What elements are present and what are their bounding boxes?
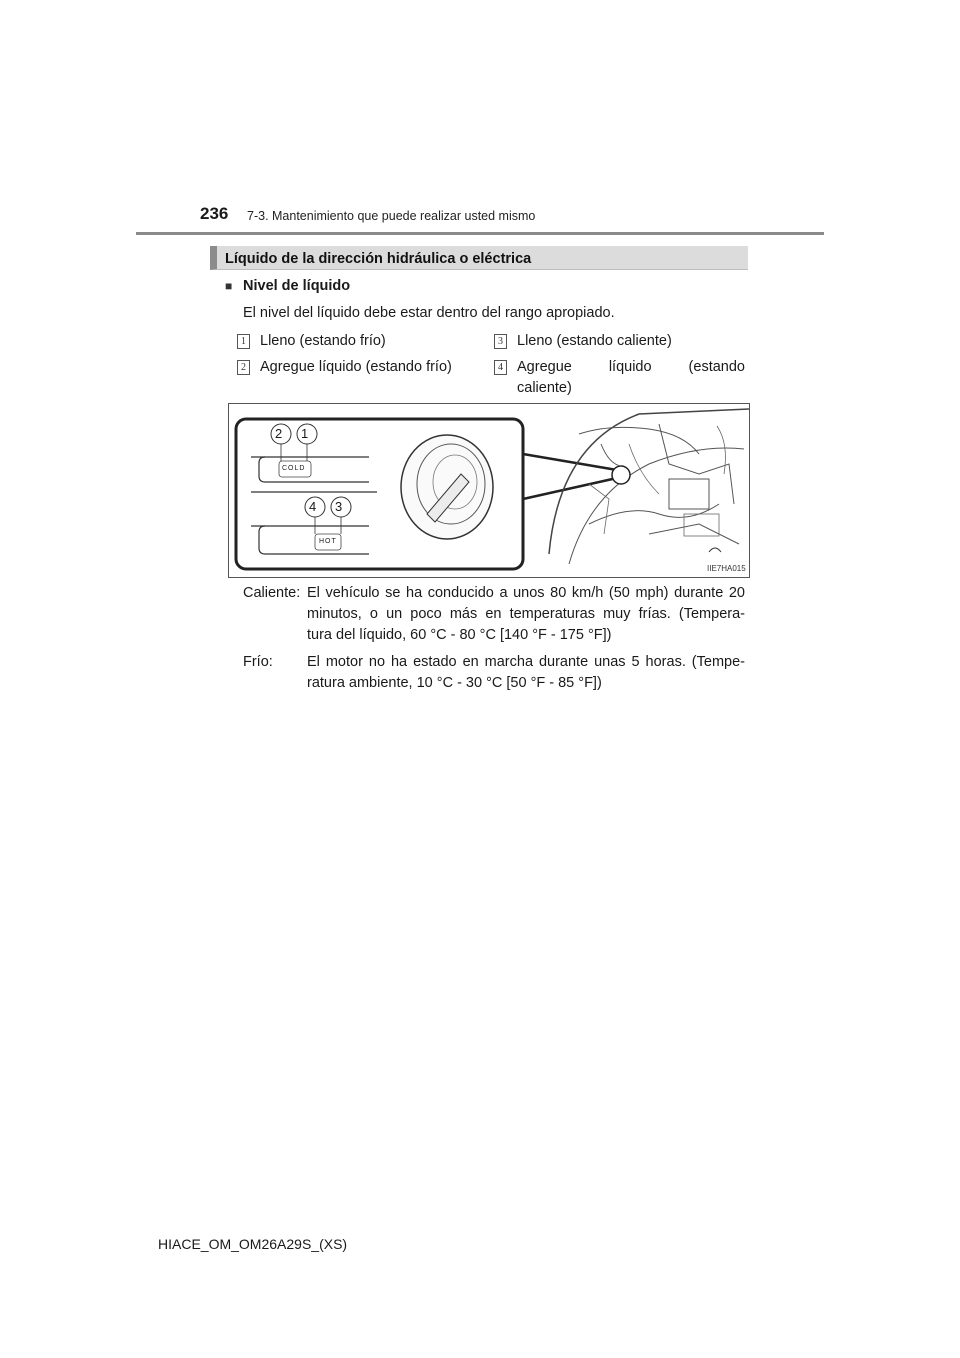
legend-label-1: Lleno (estando frío)	[260, 333, 386, 349]
page-number: 236	[200, 204, 229, 223]
legend-label-3: Lleno (estando caliente)	[517, 333, 672, 349]
note-hot-line1: El vehículo se ha conducido a unos 80 km/h (50 mph) durante 20	[307, 585, 745, 601]
note-hot-line3: tura del líquido, 60 °C - 80 °C [140 °F - 175 °F])	[307, 627, 612, 643]
callout-2: 2	[275, 426, 283, 441]
header-rule	[136, 232, 824, 235]
subsection-heading: Nivel de líquido	[243, 278, 351, 294]
legend-label-4-line2: caliente)	[517, 380, 572, 396]
hot-mark: HOT	[319, 538, 337, 545]
bullet-square-icon: ■	[225, 279, 233, 293]
legend-number-2: 2	[237, 360, 250, 375]
callout-1: 1	[301, 426, 309, 441]
note-hot-label: Caliente:	[243, 585, 301, 601]
cold-mark: COLD	[282, 465, 306, 472]
legend-label-4-line1: Agregue líquido (estando	[517, 359, 745, 375]
note-hot-line2: minutos, o un poco más en temperaturas muy frías. (Tempera-	[307, 606, 745, 622]
footer-doc-id: HIACE_OM_OM26A29S_(XS)	[158, 1236, 348, 1252]
figure-engine-illustration	[228, 403, 750, 578]
legend-number-4: 4	[494, 360, 507, 375]
note-cold-line1: El motor no ha estado en marcha durante unas 5 horas. (Tempe-	[307, 654, 745, 670]
callout-3: 3	[335, 499, 343, 514]
section-title: Líquido de la dirección hidráulica o eléctrica	[225, 251, 532, 267]
section-path: 7-3. Mantenimiento que puede realizar usted mismo	[247, 209, 536, 223]
figure-code: IIE7HA015	[707, 564, 746, 573]
note-cold-line2: ratura ambiente, 10 °C - 30 °C [50 °F - 85 °F])	[307, 675, 602, 691]
legend-label-2: Agregue líquido (estando frío)	[260, 359, 452, 375]
legend-number-3: 3	[494, 334, 507, 349]
intro-paragraph: El nivel del líquido debe estar dentro del rango apropiado.	[243, 305, 615, 321]
note-cold-label: Frío:	[243, 654, 273, 670]
legend-number-1: 1	[237, 334, 250, 349]
callout-4: 4	[309, 499, 317, 514]
